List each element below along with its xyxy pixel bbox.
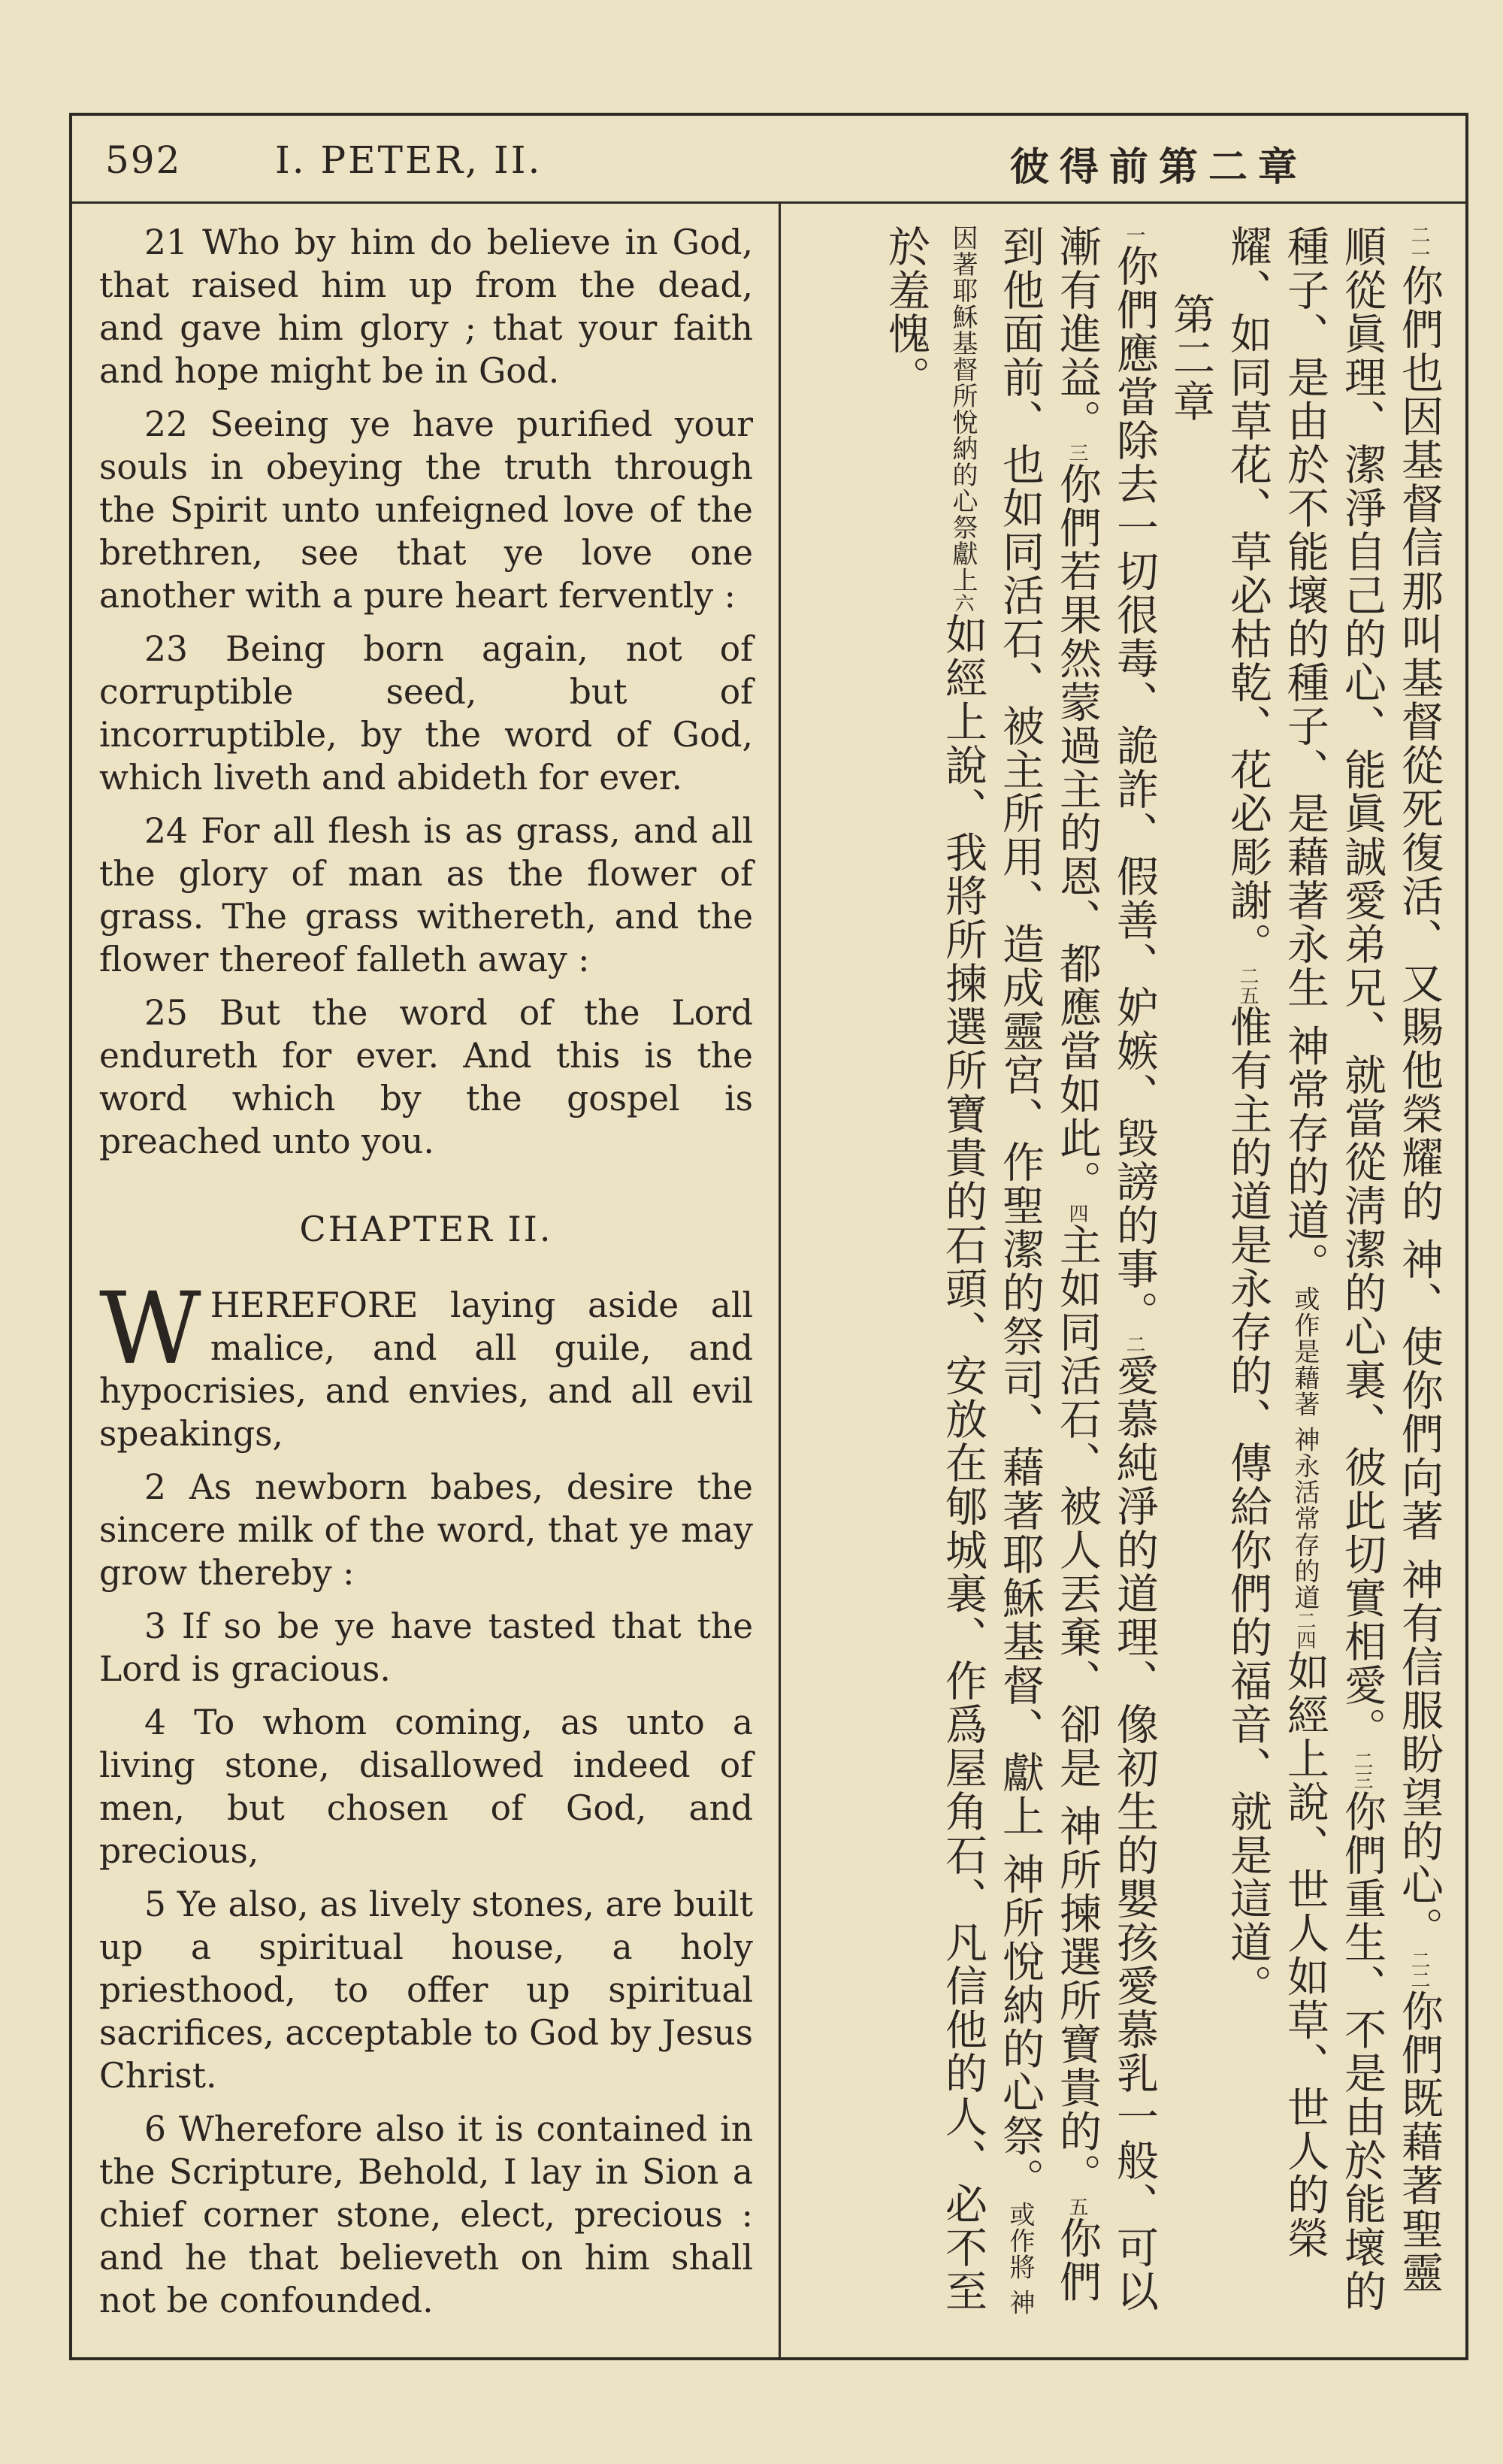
verse-2-5: 5 Ye also, as lively stones, are built up a spiritual house, a holy priesthood, to offer up spiritual sacrifices, acceptable to God by Jesus Christ. [99,1884,753,2096]
cjk-verse-number: 四 [1066,1203,1088,1223]
cjk-verse-number: 五 [1066,2196,1088,2217]
verse-2-1 [99,1271,753,1455]
cjk-verse-number: 二五 [1236,966,1259,1005]
cjk-verse-number: 二 [1123,1334,1145,1354]
cjk-note-1: 或作是藉著 神永活常存的道 [1290,1285,1320,1611]
cjk-verse-1-21: 你們也因基督信那叫基督從死復活、又賜他榮耀的 神、使你們向著 神有信服盼望的心。 [1395,264,1444,1951]
page-number: 592 [105,138,182,182]
page-frame [69,113,1468,2360]
english-column [99,221,753,2333]
cjk-verse-1-23: 你們重生、不是由於能壞的種子、是由於不能壞的種子、是藉著永生 神常存的道。 [1281,225,1387,2313]
cjk-verse-2-5: 你們到他面前、也如同活石、被主所用、造成靈宮、作聖潔的祭司、藉著耶穌基督、獻上 神所悅納的心祭。 [996,225,1102,2304]
dropcap: W [99,1271,201,1387]
verse-1-24: 24 For all flesh is as grass, and all the glory of man as the flower of grass. The grass withereth, and the flower thereof falleth away : [99,811,753,979]
cjk-verse-number: 二四 [1293,1610,1316,1650]
verse-2-3: 3 If so be ye have tasted that the Lord is gracious. [99,1606,753,1689]
verse-2-6: 6 Wherefore also it is contained in the Scripture, Behold, I lay in Sion a chief corner stone, elect, precious : and he that believeth on him shall not be confounded. [99,2109,753,2320]
chapter-heading: CHAPTER II. [299,1209,553,1249]
verse-1-21: 21 Who by him do believe in God, that raised him up from the dead, and gave him glory ; that your faith and hope might be in God. [99,222,753,391]
verse-2-4: 4 To whom coming, as unto a living stone, disallowed indeed of men, but chosen of God, and precious, [99,1703,753,1871]
cjk-running-title: 彼得前第二章 [1009,145,1308,190]
verse-2-2: 2 As newborn babes, desire the sincere milk of the word, that ye may grow thereby : [99,1467,753,1593]
page-header [72,116,1465,204]
cjk-passage-ch1 [1219,225,1447,2329]
cjk-verse-2-6: 如經上說、我將所揀選所寶貴的石頭、安放在郇城裏、作爲屋角石、凡信他的人、必不至於羞愧。 [882,225,987,2313]
cjk-verse-2-3: 你們若果然蒙過主的恩、都應當如此。 [1053,462,1102,1203]
cjk-note-2: 或作將 神因著耶穌基督所悅納的心祭獻上 [948,225,1035,2316]
cjk-passage-ch2 [878,225,1163,2329]
cjk-verse-1-25: 惟有主的道是永存的、傳給你們的福音、就是這道。 [1223,1005,1272,2008]
cjk-verse-2-4: 主如同活石、被人丟棄、卻是 神所揀選所寶貴的。 [1053,1223,1102,2197]
cjk-verse-1-24: 如經上說、世人如草、世人的榮耀、如同草花、草必枯乾、花必彫謝。 [1223,225,1329,2260]
chinese-column [801,225,1447,2329]
verse-1-23: 23 Being born again, not of corruptible seed, but of incorruptible, by the word of God, which liveth and abideth for ever. [99,629,753,798]
cjk-verse-number: 一 [1123,225,1145,244]
cjk-chapter-heading: 第二章 [1166,292,1215,423]
cjk-verse-1-22: 你們既藉著聖靈順從眞理、潔淨自己的心、能眞誠愛弟兄、就當從淸潔的心裏、彼此切實相愛。 [1338,225,1444,2295]
cjk-verse-2-2: 愛慕純淨的道理、像初生的嬰孩愛慕乳一般、可以漸有進益。 [1053,225,1159,2313]
verse-1-25: 25 But the word of the Lord endureth for ever. And this is the word which by the gospel is preached unto you. [99,993,753,1161]
cjk-verse-number: 二三 [1350,1751,1373,1790]
cjk-verse-number: 三 [1066,443,1088,462]
cjk-verse-number: 六 [951,593,974,613]
verse-1-22: 22 Seeing ye have purified your souls in obeying the truth through the Spirit unto unfeigned love of the brethren, see that ye love one another with a pure heart fervently : [99,404,753,616]
cjk-verse-2-1: 你們應當除去一切很毒、詭詐、假善、妒嫉、毀謗的事。 [1110,244,1159,1334]
cjk-verse-number: 二二 [1408,1950,1430,1990]
column-divider [779,201,781,2357]
verse-2-1-text: HEREFORE laying aside all malice, and all guile, and hypocrisies, and envies, and all evil speakings, [99,1285,753,1454]
running-title: I. PETER, II. [275,138,543,182]
cjk-verse-number: 二一 [1408,225,1430,264]
